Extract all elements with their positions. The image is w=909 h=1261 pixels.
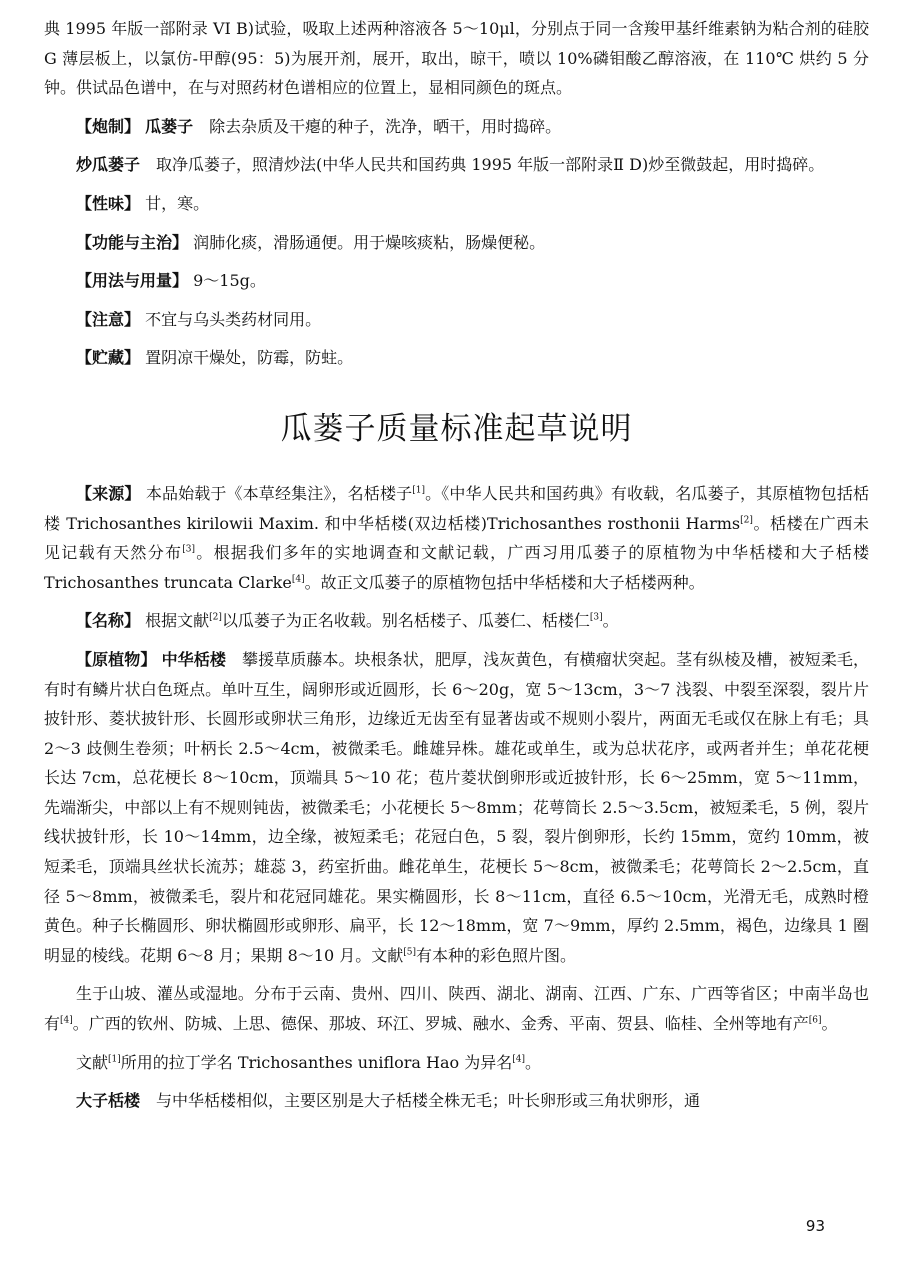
- fried-text: 取净瓜蒌子，照清炒法(中华人民共和国药典 1995 年版一部附录Ⅱ D)炒至微鼓起，用时捣碎。: [156, 155, 825, 175]
- synonym-text-3: 。: [525, 1052, 542, 1072]
- functions-label: 【功能与主治】: [76, 232, 189, 252]
- properties-text: 甘，寒。: [145, 193, 210, 213]
- processing-text: 除去杂质及干瘪的种子，洗净，晒干，用时捣碎。: [209, 116, 562, 136]
- source-text-1: 本品始载于《本草经集注》，名栝楼子: [145, 483, 413, 503]
- dosage-label: 【用法与用量】: [76, 271, 189, 291]
- name-text-3: 。: [602, 611, 619, 631]
- processing-entry: [44, 112, 869, 142]
- citation-ref: [3]: [182, 544, 196, 555]
- large-seed-text: 与中华栝楼相似，主要区别是大子栝楼全株无毛；叶长卵形或三角状卵形，通: [156, 1091, 701, 1111]
- synonym-text-1: 文献: [76, 1052, 109, 1072]
- habitat-paragraph: [44, 979, 869, 1038]
- caution-label: 【注意】: [76, 309, 141, 329]
- large-seed-species-name: 大子栝楼: [76, 1091, 141, 1111]
- source-text-4: 。根据我们多年的实地调查和文献记载，广西习用瓜蒌子的原植物为中华栝楼和大子栝楼 Trichosanthes truncata Clarke: [44, 543, 869, 592]
- storage-label: 【贮藏】: [76, 348, 141, 368]
- citation-ref: [2]: [209, 612, 222, 623]
- source-text-3: 。栝楼在广西未见记载有天然分布: [44, 513, 869, 563]
- plant-text-2: 有本种的彩色照片图。: [416, 945, 577, 965]
- plant-entry: [44, 645, 869, 971]
- processing-herb-name: 瓜蒌子: [145, 116, 194, 136]
- functions-entry: [44, 228, 869, 258]
- habitat-text-2: 。广西的钦州、防城、上思、德保、那坡、环江、罗城、融水、金秀、平南、贺县、临桂、全州等地有产: [72, 1014, 809, 1034]
- citation-ref: [1]: [412, 485, 425, 496]
- storage-text: 置阴凉干燥处，防霉，防蛀。: [145, 348, 354, 368]
- source-label: 【来源】: [76, 483, 141, 503]
- dosage-entry: [44, 266, 869, 296]
- dosage-text: 9～15g。: [193, 271, 266, 291]
- section-title: 瓜蒌子质量标准起草说明: [280, 410, 633, 447]
- citation-ref: [1]: [108, 1054, 121, 1065]
- source-entry: [44, 479, 869, 597]
- citation-ref: [4]: [512, 1054, 526, 1065]
- page-number: 93: [805, 1217, 825, 1235]
- properties-label: 【性味】: [76, 193, 141, 213]
- citation-ref: [4]: [60, 1015, 73, 1026]
- source-text-2: 。《中华人民共和国药典》有收载，名瓜蒌子，其原植物包括栝楼 Trichosanthes kirilowii Maxim. 和中华栝楼(双边栝楼)Trichosanthes rosthonii Harms: [44, 483, 869, 533]
- source-text-5: 。故正文瓜蒌子的原植物包括中华栝楼和大子栝楼两种。: [304, 572, 705, 592]
- name-entry: [44, 606, 869, 636]
- synonym-text-2: 所用的拉丁学名 Trichosanthes uniflora Hao 为异名: [120, 1052, 513, 1072]
- plant-description: 攀援草质藤本。块根条状，肥厚，浅灰黄色，有横瘤状突起。茎有纵棱及槽，被短柔毛，有时有鳞片状白色斑点。单叶互生，阔卵形或近圆形，长 6～20g，宽 5～13cm，3～7 浅裂、中裂至深裂，裂片片披针形、菱状披针形、长圆形或卵状三角形，边缘近无齿至有显著齿或不规则小裂片，两面无毛或仅在脉上有毛；具 2～3 歧侧生卷须；叶柄长 2.5～4cm，被微柔毛。雌雄异株。雄花或单生，或为总状花序，或两者并生；单花花梗长达 7cm，总花梗长 8～10cm，顶端具 5～10 花；苞片菱状倒卵形或近披针形，长 6～25mm，宽 5～11mm，先端渐尖，中部以上有不规则钝齿，被微柔毛；小花梗长 5～8mm；花萼筒长 2.5～3.5cm，被短柔毛，5 例，裂片线状披针形，长 10～14mm，边全缘，被短柔毛；花冠白色，5 裂，裂片倒卵形，长约 15mm，宽约 10mm，被短柔毛，顶端具丝状长流苏；雄蕊 3，药室折曲。雌花单生，花梗长 5～8cm，被微柔毛；花萼筒长 2～2.5cm，直径 5～8mm，被微柔毛，裂片和花冠同雄花。果实椭圆形，长 8～11cm，直径 6.5～10cm，光滑无毛，成熟时橙黄色。种子长椭圆形、卵状椭圆形或卵形、扁平，长 12～18mm，宽 7～9mm，厚约 2.5mm，褐色，边缘具 1 圈明显的棱线。花期 6～8 月；果期 8～10 月。文献: [44, 649, 869, 965]
- citation-ref: [3]: [589, 612, 603, 623]
- citation-ref: [6]: [808, 1015, 822, 1026]
- functions-text: 润肺化痰，滑肠通便。用于燥咳痰粘，肠燥便秘。: [193, 232, 546, 252]
- fried-entry: [44, 150, 869, 180]
- name-label: 【名称】: [76, 611, 141, 631]
- fried-herb-name: 炒瓜蒌子: [76, 155, 141, 175]
- plant-species-name: 中华栝楼: [161, 649, 226, 669]
- synonym-paragraph: [44, 1048, 869, 1078]
- caution-entry: [44, 305, 869, 335]
- processing-label: 【炮制】: [76, 116, 141, 136]
- test-method-paragraph: 典 1995 年版一部附录 VI B)试验，吸取上述两种溶液各 5～10μl，分别点于同一含羧甲基纤维素钠为粘合剂的硅胶 G 薄层板上，以氯仿-甲醇(95：5)为展开剂，展开，取出，晾干，喷以 10%磷钼酸乙醇溶液，在 110℃ 烘约 5 分钟。供试品色谱中，在与对照药材色谱相应的位置上，显相同颜色的斑点。: [44, 19, 869, 98]
- citation-ref: [5]: [403, 947, 416, 958]
- name-text-1: 根据文献: [145, 611, 210, 631]
- caution-text: 不宜与乌头类药材同用。: [145, 309, 322, 329]
- name-text-2: 以瓜蒌子为正名收载。别名栝楼子、瓜蒌仁、栝楼仁: [221, 611, 590, 631]
- habitat-text-1: 生于山坡、灌丛或湿地。分布于云南、贵州、四川、陕西、湖北、湖南、江西、广东、广西等省区；中南半岛也有: [44, 984, 869, 1034]
- plant-label: 【原植物】: [76, 649, 157, 669]
- properties-entry: [44, 189, 869, 219]
- large-seed-entry: [44, 1086, 869, 1116]
- citation-ref: [4]: [291, 574, 305, 585]
- citation-ref: [2]: [740, 515, 753, 526]
- habitat-text-3: 。: [821, 1014, 838, 1034]
- storage-entry: [44, 343, 869, 373]
